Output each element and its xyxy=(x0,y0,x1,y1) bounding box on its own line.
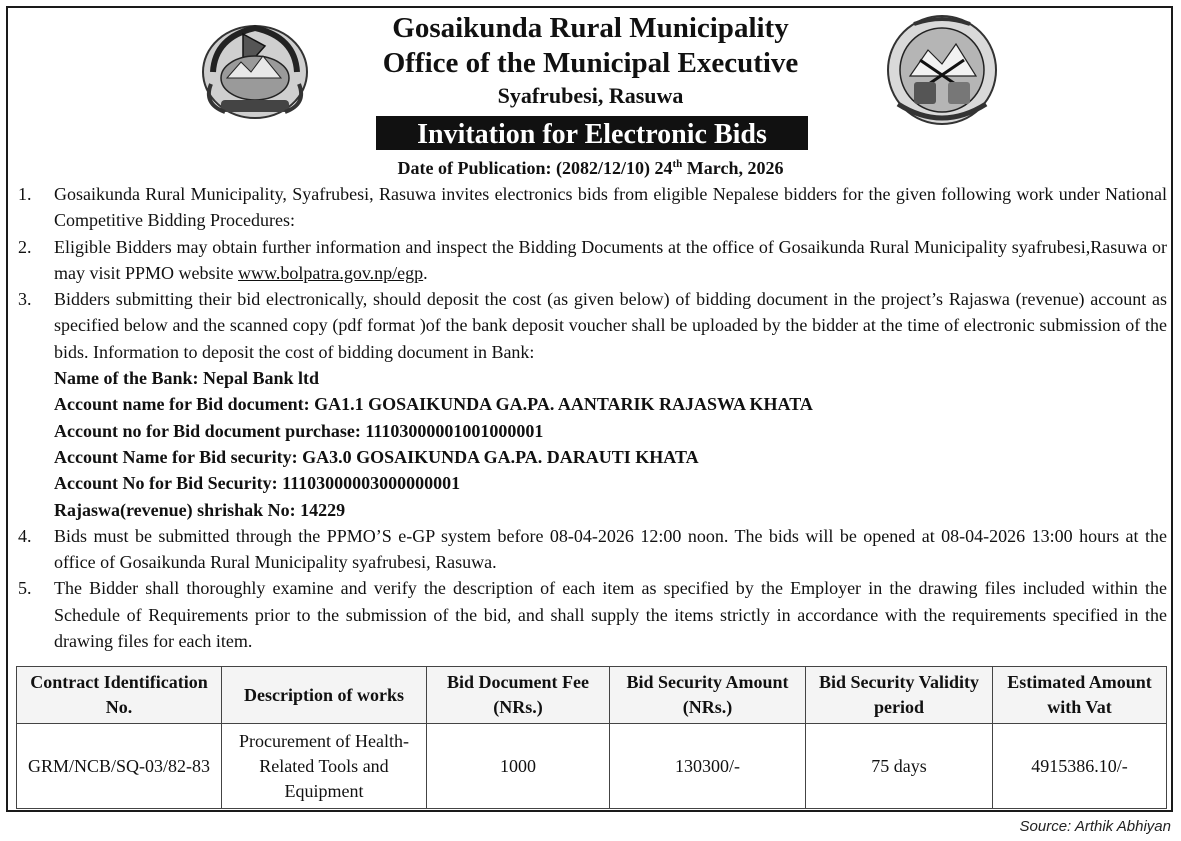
office-subtitle: Office of the Municipal Executive xyxy=(382,47,799,79)
list-item xyxy=(18,523,1167,576)
item-text: Bidders submitting their bid electronically, should deposit the cost (as given below) of bidding document in the project’s Rajaswa (revenue) account as specified below and the scanned copy (pdf format )of the bank deposit voucher shall be uploaded by the bidder at the time of electronic submission of the bids. Information to deposit the cost of bidding document in Bank: xyxy=(54,289,1167,362)
ppmo-website-link[interactable]: www.bolpatra.gov.np/egp xyxy=(238,262,424,283)
notice-body xyxy=(18,181,1167,654)
rajaswa-shrishak-no: Rajaswa(revenue) shrishak No: 14229 xyxy=(54,499,346,520)
bid-security-account-name: Account Name for Bid security: GA3.0 GOSAIKUNDA GA.PA. DARAUTI KHATA xyxy=(54,446,699,467)
item-number: 4. xyxy=(18,525,32,546)
item-number: 1. xyxy=(18,184,32,204)
item-number: 2. xyxy=(18,236,32,257)
source-credit: Source: Arthik Abhiyan xyxy=(1019,818,1171,835)
bid-security-account-no: Account No for Bid Security: 11103000003000000001 xyxy=(54,473,461,494)
list-item: 2. Eligible Bidders may obtain further information and inspect the Bidding Documents at the office of Gosaikunda Rural Municipality syafrubesi,Rasuwa or may visit PPMO website www.bolpatra.gov.np/egp. xyxy=(18,234,1167,287)
contract-id-cell: GRM/NCB/SQ-03/82-83 xyxy=(17,724,222,809)
item-text: The Bidder shall thoroughly examine and verify the description of each item as specified by the Employer in the drawing files included within the Schedule of Requirements prior to the submission of the bid, and shall supply the items strictly in accordance with the requirements specified in the drawing files for each item. xyxy=(54,578,1167,652)
description-cell: Procurement of Health-Related Tools and Equipment xyxy=(222,724,427,809)
list-item xyxy=(18,181,1167,234)
column-header: Bid Security Validity period xyxy=(806,667,993,724)
column-header: Description of works xyxy=(222,667,427,724)
bid-document-account-no: Account no for Bid document purchase: 11103000001001000001 xyxy=(54,420,544,441)
publication-date: Date of Publication: (2082/12/10) 24th March, 2026 xyxy=(397,158,784,178)
column-header: Bid Document Fee (NRs.) xyxy=(427,667,610,724)
column-header: Bid Security Amount (NRs.) xyxy=(610,667,806,724)
item-number: 5. xyxy=(18,578,32,599)
table-header-row xyxy=(17,667,1167,724)
security-amount-cell: 130300/- xyxy=(610,724,806,809)
item-text: Eligible Bidders may obtain further information and inspect the Bidding Documents at the office of Gosaikunda Rural Municipality syafrubesi,Rasuwa or may visit PPMO website xyxy=(54,236,1167,283)
document-fee-cell: 1000 xyxy=(427,724,610,809)
notice-banner: Invitation for Electronic Bids xyxy=(376,116,808,150)
validity-period-cell: 75 days xyxy=(806,724,993,809)
table-row xyxy=(17,724,1167,809)
estimated-amount-cell: 4915386.10/- xyxy=(993,724,1167,809)
item-text: Bids must be submitted through the PPMO’S e-GP system before 08-04-2026 12:00 noon. The bids will be opened at 08-04-2026 13:00 hours at the office of Gosaikunda Rural Municipality syafrubesi, Rasuwa. xyxy=(54,525,1167,573)
column-header: Contract Identification No. xyxy=(17,667,222,724)
column-header: Estimated Amount with Vat xyxy=(993,667,1167,724)
bank-name: Name of the Bank: Nepal Bank ltd xyxy=(54,368,320,389)
bid-details-table xyxy=(16,666,1167,809)
item-number: 3. xyxy=(18,289,32,310)
item-text: Gosaikunda Rural Municipality, Syafrubesi, Rasuwa invites electronics bids from eligible Nepalese bidders for the given following work under National Competitive Bidding Procedures: xyxy=(54,184,1167,231)
bid-document-account-name: Account name for Bid document: GA1.1 GOSAIKUNDA GA.PA. AANTARIK RAJASWA KHATA xyxy=(54,394,813,415)
location-line: Syafrubesi, Rasuwa xyxy=(497,83,684,108)
municipality-title: Gosaikunda Rural Municipality xyxy=(392,12,789,44)
list-item xyxy=(18,286,1167,365)
list-item xyxy=(18,575,1167,654)
